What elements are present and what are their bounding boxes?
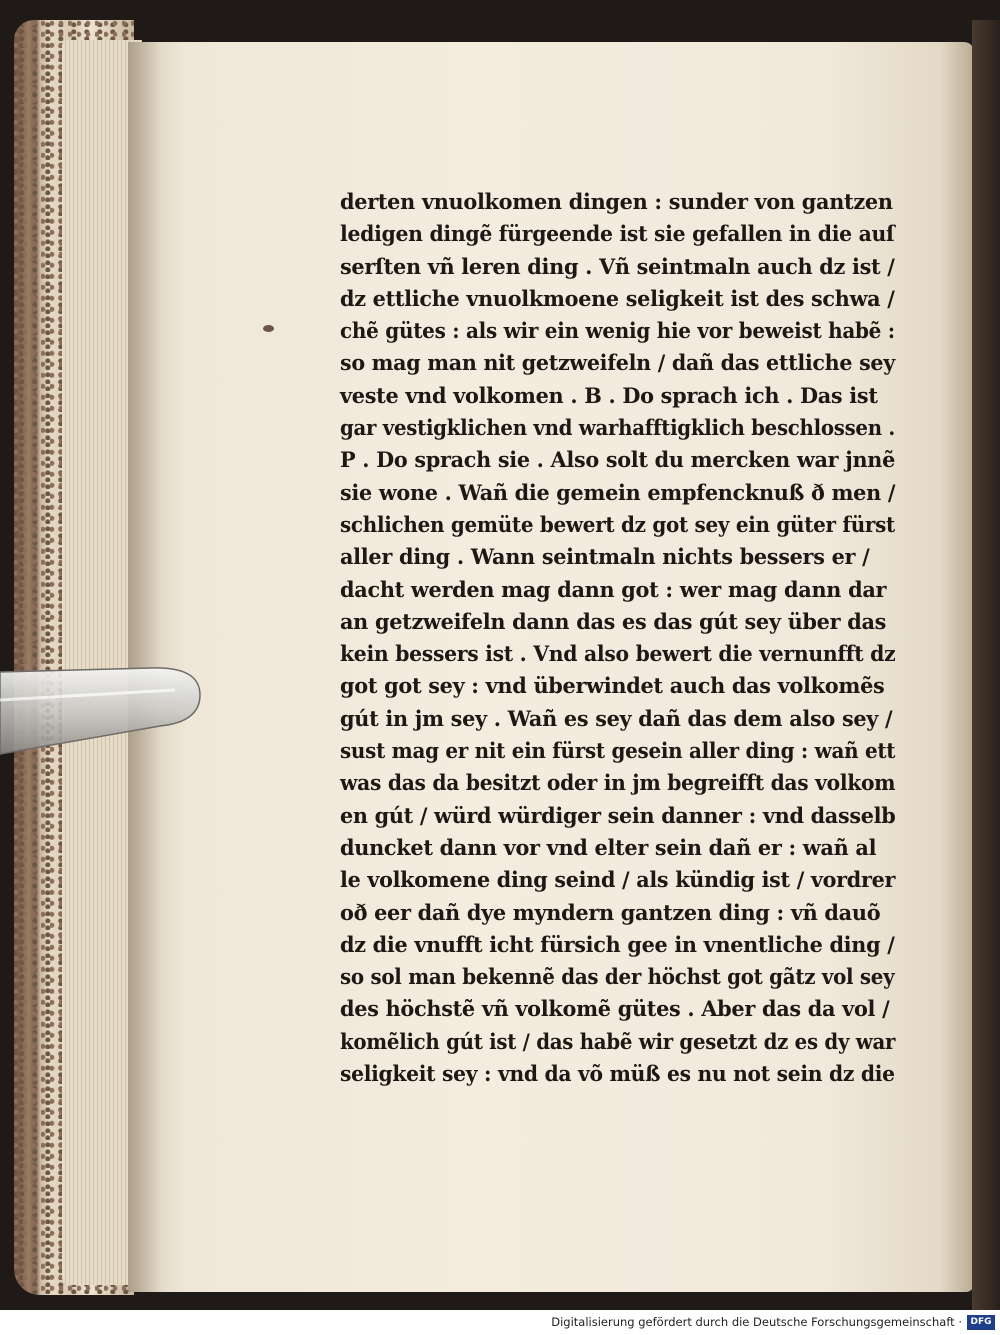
text-line: serſten vñ leren ding . Vñ seintmaln auch dz ist / bbox=[340, 253, 895, 279]
text-line: P . Do sprach sie . Also solt du mercken war jnnẽ bbox=[340, 447, 895, 473]
page-stain bbox=[263, 325, 274, 332]
text-line: komẽlich gút ist / das habẽ wir gesetzt dz es dy war bbox=[340, 1028, 896, 1054]
text-line: oð eer dañ dye myndern gantzen ding : vñ dauõ bbox=[340, 899, 881, 925]
text-line: aller ding . Wann seintmaln nichts bessers er / bbox=[340, 544, 870, 570]
text-line: got got sey : vnd überwindet auch das volkomẽs bbox=[340, 673, 885, 699]
book-cover-edge bbox=[972, 20, 1000, 1310]
text-line: des höchstẽ vñ volkomẽ gütes . Aber das da vol / bbox=[340, 996, 890, 1022]
text-line: sie wone . Wañ die gemein empfencknuß ð men / bbox=[340, 479, 896, 505]
text-line: seligkeit sey : vnd da võ müß es nu not sein dz die bbox=[340, 1061, 895, 1087]
text-line: en gút / würd würdiger sein danner : vnd dasselb bbox=[340, 802, 896, 828]
text-line: duncket dann vor vnd elter sein dañ er : wañ al bbox=[340, 834, 877, 860]
dfg-logo: DFG bbox=[967, 1315, 995, 1330]
text-line: so mag man nit getzweifeln / dañ das ettliche sey bbox=[340, 350, 895, 376]
text-line: kein bessers ist . Vnd also bewert die vernunfft dz bbox=[340, 641, 896, 667]
text-line: schlichen gemüte bewert dz got sey ein güter fürst bbox=[340, 511, 895, 537]
text-line: gút in jm sey . Wañ es sey dañ das dem also sey / bbox=[340, 705, 893, 731]
text-line: le volkomene ding seind / als kündig ist / vordrer bbox=[340, 867, 896, 893]
text-line: an getzweifeln dann das es das gút sey über das bbox=[340, 608, 887, 634]
text-line: derten vnuolkomen dingen : sunder von gantzen bbox=[340, 189, 893, 214]
text-line: chẽ gütes : als wir ein wenig hie vor beweist habẽ : bbox=[340, 318, 895, 344]
page-holder-clip bbox=[0, 660, 205, 755]
text-line: sust mag er nit ein fürst gesein aller ding : wañ ett bbox=[340, 738, 896, 764]
text-line: veste vnd volkomen . B . Do sprach ich . Das ist bbox=[340, 382, 878, 408]
page-holder-clip-icon bbox=[0, 660, 205, 755]
text-line: dz ettliche vnuolkmoene seligkeit ist des schwa / bbox=[340, 285, 895, 311]
blackletter-text-block bbox=[340, 186, 900, 1090]
footer-bar bbox=[0, 1310, 1000, 1335]
text-line: was das da besitzt oder in jm begreifft das volkom bbox=[340, 770, 896, 796]
funding-notice: Digitalisierung gefördert durch die Deutsche Forschungsgemeinschaft · bbox=[551, 1315, 962, 1329]
text-line: dz die vnufft icht fürsich gee in vnentliche ding / bbox=[340, 931, 895, 957]
text-line: dacht werden mag dann got : wer mag dann dar bbox=[340, 576, 887, 602]
text-line: so sol man bekennẽ das der höchst got gãtz vol sey bbox=[340, 964, 895, 990]
text-line: gar vestigklichen vnd warhafftigklich beschlossen . bbox=[340, 415, 896, 441]
text-line: ledigen dingẽ fürgeende ist sie gefallen in die auſ bbox=[340, 221, 895, 247]
